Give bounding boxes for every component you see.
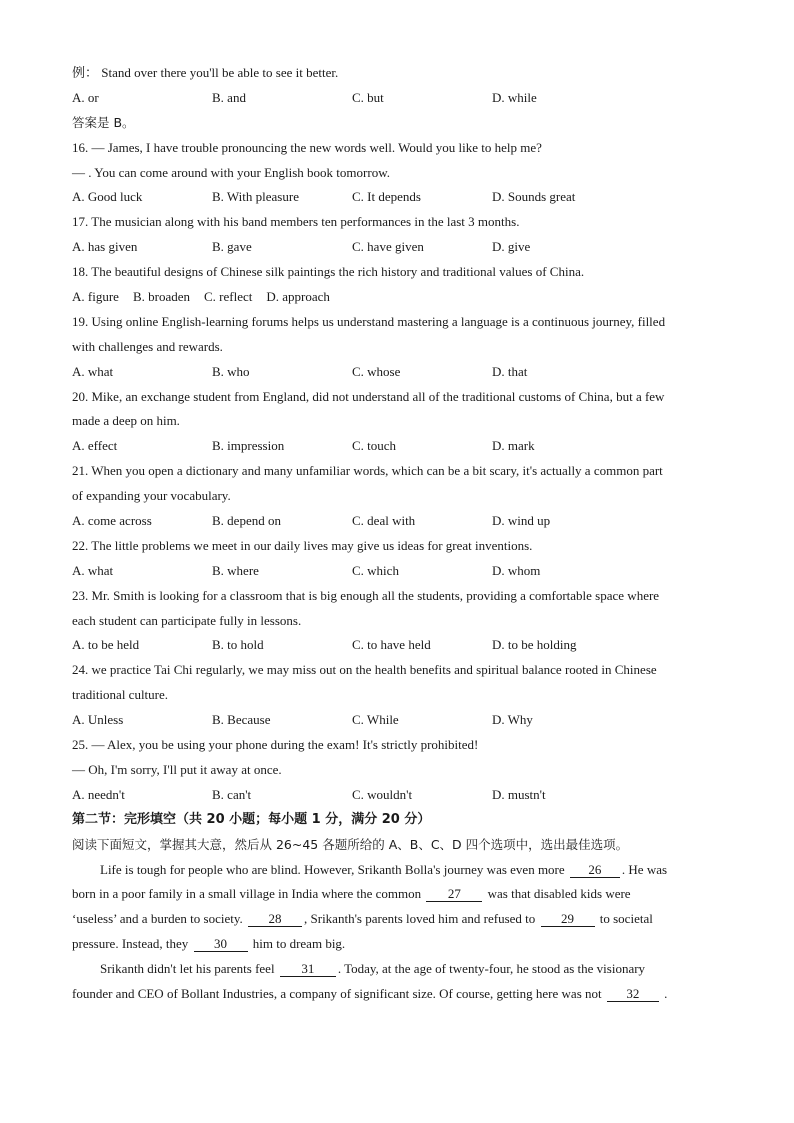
option-a[interactable]: A. what bbox=[72, 363, 114, 379]
option-b[interactable]: B. broaden bbox=[132, 289, 190, 305]
passage-line: born in a poor family in a small village in India where the common 27 was that disabled kids were bbox=[72, 886, 631, 902]
question-text: each student can participate fully in lessons. bbox=[72, 612, 302, 628]
option-c[interactable]: C. whose bbox=[352, 363, 401, 379]
question-text: 21. When you open a dictionary and many unfamiliar words, which can be a bit scary, it's actually a common part bbox=[72, 463, 663, 479]
question-list bbox=[72, 136, 722, 808]
option-d[interactable]: D. Sounds great bbox=[492, 189, 576, 205]
option-c[interactable]: C. wouldn't bbox=[352, 786, 413, 802]
question-options bbox=[72, 360, 722, 385]
option-d[interactable]: D. wind up bbox=[492, 513, 551, 529]
cloze-passage bbox=[72, 858, 722, 1007]
question-text: — . You can come around with your English book tomorrow. bbox=[72, 164, 390, 180]
question-item bbox=[72, 658, 722, 733]
question-options bbox=[72, 434, 722, 459]
question-item bbox=[72, 136, 722, 211]
question-text: 22. The little problems we meet in our daily lives may give us ideas for great inventions. bbox=[72, 537, 533, 553]
option-a[interactable]: A. Good luck bbox=[72, 189, 143, 205]
passage-line: founder and CEO of Bollant Industries, a company of significant size. Of course, getting here was not 32 . bbox=[72, 985, 668, 1001]
option-b[interactable]: B. can't bbox=[212, 786, 252, 802]
question-item bbox=[72, 210, 722, 260]
passage-line: Srikanth didn't let his parents feel 31 . Today, at the age of twenty-four, he stood as the visionary bbox=[100, 961, 646, 977]
option-d[interactable]: D. give bbox=[492, 239, 531, 255]
option-b[interactable]: B. gave bbox=[212, 239, 252, 255]
question-options bbox=[72, 708, 722, 733]
option-d: D. while bbox=[492, 89, 537, 105]
section-heading: 第二节：完形填空（共 20 小题；每小题 1 分，满分 20 分） bbox=[72, 811, 431, 827]
question-text: 25. — Alex, you be using your phone during the exam! It's strictly prohibited! bbox=[72, 737, 479, 753]
question-text: 18. The beautiful designs of Chinese silk paintings the rich history and traditional values of China. bbox=[72, 264, 585, 280]
blank-30[interactable]: 30 bbox=[194, 936, 248, 952]
question-text: 19. Using online English-learning forums helps us understand mastering a language is a continuous journey, filled bbox=[72, 313, 666, 329]
option-d[interactable]: D. to be holding bbox=[492, 637, 577, 653]
question-text: — Oh, I'm sorry, I'll put it away at once. bbox=[72, 761, 282, 777]
question-text: 20. Mike, an exchange student from England, did not understand all of the traditional customs of China, but a few bbox=[72, 388, 665, 404]
question-options bbox=[72, 185, 722, 210]
option-d[interactable]: D. mustn't bbox=[492, 786, 546, 802]
passage-line: Life is tough for people who are blind. However, Srikanth Bolla's journey was even more 26 . He was bbox=[100, 861, 668, 877]
option-c: C. but bbox=[352, 89, 384, 105]
question-text: 24. we practice Tai Chi regularly, we may miss out on the health benefits and spiritual balance rooted in Chinese bbox=[72, 662, 657, 678]
passage-line: pressure. Instead, they 30 him to dream big. bbox=[72, 936, 346, 952]
option-a[interactable]: A. needn't bbox=[72, 786, 125, 802]
option-b: B. and bbox=[212, 89, 246, 105]
blank-27[interactable]: 27 bbox=[426, 886, 482, 902]
option-b[interactable]: B. depend on bbox=[212, 513, 281, 529]
example-options bbox=[72, 86, 722, 111]
option-d[interactable]: D. whom bbox=[492, 562, 541, 578]
option-a[interactable]: A. to be held bbox=[72, 637, 140, 653]
option-c[interactable]: C. reflect bbox=[203, 289, 253, 305]
option-a: A. or bbox=[72, 89, 99, 105]
question-text: of expanding your vocabulary. bbox=[72, 488, 231, 504]
question-text: 17. The musician along with his band members ten performances in the last 3 months. bbox=[72, 214, 520, 230]
option-b[interactable]: B. impression bbox=[212, 438, 285, 454]
question-text: made a deep on him. bbox=[72, 413, 180, 429]
question-item bbox=[72, 385, 722, 460]
option-c[interactable]: C. touch bbox=[352, 438, 397, 454]
blank-29[interactable]: 29 bbox=[541, 911, 595, 927]
option-b[interactable]: B. With pleasure bbox=[212, 189, 299, 205]
question-text: 23. Mr. Smith is looking for a classroom that is big enough all the students, providing a comfortable space where bbox=[72, 587, 660, 603]
option-c[interactable]: C. It depends bbox=[352, 189, 421, 205]
option-d[interactable]: D. that bbox=[492, 363, 528, 379]
option-a[interactable]: A. what bbox=[72, 562, 114, 578]
question-item bbox=[72, 459, 722, 534]
option-d[interactable]: D. approach bbox=[266, 289, 330, 305]
question-options bbox=[72, 285, 722, 310]
option-d[interactable]: D. Why bbox=[492, 712, 533, 728]
question-item bbox=[72, 733, 722, 808]
option-c[interactable]: C. which bbox=[352, 562, 399, 578]
blank-31[interactable]: 31 bbox=[280, 961, 336, 977]
example-stem: 例： Stand over there you'll be able to see it better. bbox=[72, 65, 339, 80]
option-c[interactable]: C. to have held bbox=[352, 637, 431, 653]
blank-32[interactable]: 32 bbox=[607, 986, 659, 1002]
section-instruction: 阅读下面短文，掌握其大意，然后从 26~45 各题所给的 A、B、C、D 四个选项中，选出最佳选项。 bbox=[72, 836, 629, 852]
option-a[interactable]: A. effect bbox=[72, 438, 118, 454]
page-content bbox=[72, 61, 722, 1007]
option-d[interactable]: D. mark bbox=[492, 438, 535, 454]
question-options bbox=[72, 509, 722, 534]
option-c[interactable]: C. While bbox=[352, 712, 399, 728]
option-b[interactable]: B. Because bbox=[212, 712, 271, 728]
option-a[interactable]: A. come across bbox=[72, 513, 152, 529]
example-answer: 答案是 B。 bbox=[72, 114, 135, 130]
option-a[interactable]: A. Unless bbox=[72, 712, 124, 728]
question-options bbox=[72, 559, 722, 584]
question-item bbox=[72, 584, 722, 659]
question-text: traditional culture. bbox=[72, 687, 169, 703]
question-item bbox=[72, 534, 722, 584]
question-item bbox=[72, 260, 722, 310]
blank-26[interactable]: 26 bbox=[570, 862, 620, 878]
question-text: 16. — James, I have trouble pronouncing the new words well. Would you like to help me? bbox=[72, 139, 542, 155]
question-text: with challenges and rewards. bbox=[72, 338, 223, 354]
passage-line: ‘useless’ and a burden to society. 28 , Srikanth's parents loved him and refused to 29 to societal bbox=[72, 911, 653, 927]
question-options bbox=[72, 235, 722, 260]
option-c[interactable]: C. have given bbox=[352, 239, 424, 255]
option-a[interactable]: A. figure bbox=[72, 289, 119, 305]
option-b[interactable]: B. to hold bbox=[212, 637, 264, 653]
option-a[interactable]: A. has given bbox=[72, 239, 138, 255]
blank-28[interactable]: 28 bbox=[248, 911, 302, 927]
question-options bbox=[72, 633, 722, 658]
option-b[interactable]: B. who bbox=[212, 363, 250, 379]
question-item bbox=[72, 310, 722, 385]
option-c[interactable]: C. deal with bbox=[352, 513, 416, 529]
question-options bbox=[72, 783, 722, 808]
option-b[interactable]: B. where bbox=[212, 562, 259, 578]
